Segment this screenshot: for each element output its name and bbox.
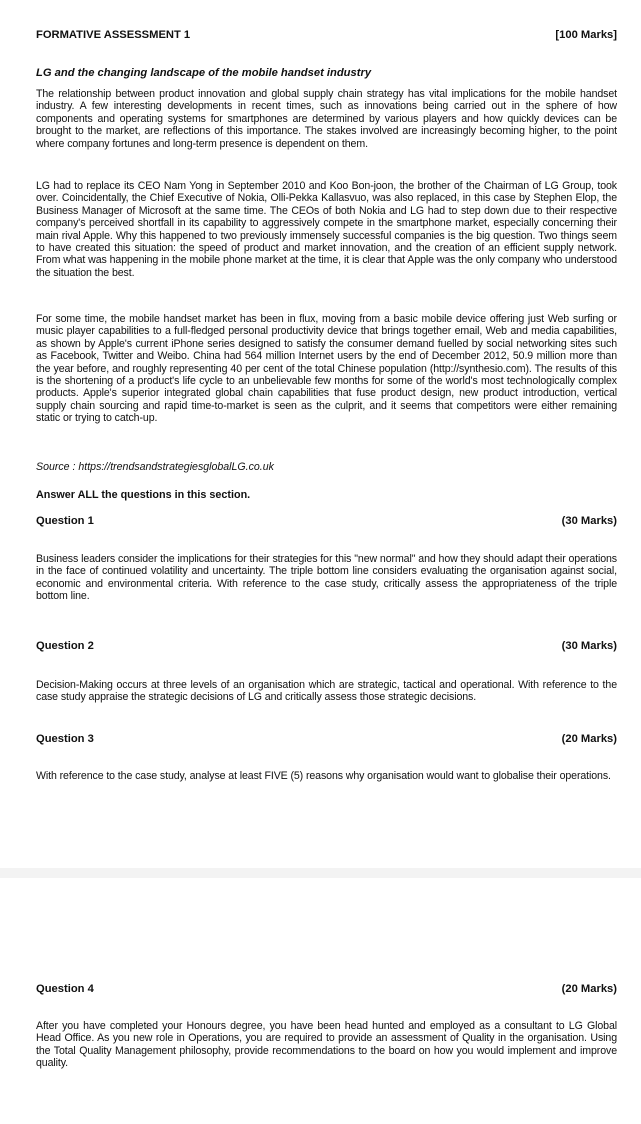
case-study-paragraph: The relationship between product innovation and global supply chain strategy has vital implications for the mobile handset industry. A few interesting developments in recent times, such as innovations being carried out in the sphere of how components and operating systems for smartphones are determined by various players and how quickly devices can be brought to the market, are reflections of this importance. The stakes involved are increasingly becoming higher, to the point where company fortunes and long-term presence is dependent on them.: [36, 88, 617, 150]
question-2-header: [36, 639, 617, 653]
question-4-header: [36, 982, 617, 996]
instruction: Answer ALL the questions in this section.: [36, 489, 251, 501]
question-1-header: [36, 514, 617, 528]
question-marks: (30 Marks): [561, 640, 617, 652]
question-label: Question 4: [36, 983, 94, 995]
case-study-paragraph: For some time, the mobile handset market has been in flux, moving from a basic mobile device offering just Web surfing or music player capabilities to a full-fledged personal productivity device that brings together email, Web and media capabilities, as shown by Apple's current iPhone series designed to satisfy the consumer demand fuelled by social networking sites such as Facebook, Twitter and Weibo. China had 564 million Internet users by the end of December 2012, 50.9 million more than the year before, and roughly representing 40 per cent of the total Chinese population (http://synthesio.com). The results of this is the shortening of a product's life cycle to an unbelievable few months for some of the world's most technologically complex products. Apple's superior integrated global chain capabilities that fuse product design, new product introduction, vertical supply chain sourcing and rapid time-to-market is seen as the culprit, and it seems that competitors were either remaining static or trying to catch-up.: [36, 313, 617, 425]
total-marks: [100 Marks]: [555, 29, 617, 41]
question-label: Question 1: [36, 515, 94, 527]
page-sheet-2: [0, 878, 641, 1124]
question-label: Question 2: [36, 640, 94, 652]
case-study-source: Source : https://trendsandstrategiesglobalLG.co.uk: [36, 461, 274, 473]
page-break: [0, 868, 641, 878]
question-1-text: Business leaders consider the implications for their strategies for this "new normal" and how they should adapt their operations in the face of continued volatility and uncertainty. The triple bottom line considers evaluating the organisation against social, economic and environmental criteria. With reference to the case study, critically assess the appropriateness of the triple bottom line.: [36, 553, 617, 603]
question-marks: (20 Marks): [561, 983, 617, 995]
assessment-title: FORMATIVE ASSESSMENT 1: [36, 29, 191, 41]
case-study-paragraph: LG had to replace its CEO Nam Yong in September 2010 and Koo Bon-joon, the brother of the Chairman of LG Group, took over. Coincidentally, the Chief Executive of Nokia, Olli-Pekka Kallasvuo, was also replaced, in this case by Stephen Elop, the Business Manager of Microsoft at the same time. The CEOs of both Nokia and LG had to step down due to their respective company's perceived shortfall in its capability to aggressively compete in the smartphone market, especially concerning their main rival Apple. Why this happened to two previously immensely successful companies is the big question. Two things seem to have created this situation: the speed of product and market innovation, and the creation of an efficient supply network. From what was happening in the mobile phone market at the time, it is clear that Apple was the only company who understood the situation the best.: [36, 180, 617, 279]
question-3-header: [36, 732, 617, 746]
assessment-header: [36, 28, 617, 42]
question-2-text: Decision-Making occurs at three levels of an organisation which are strategic, tactical and operational. With reference to the case study appraise the strategic decisions of LG and critically assess those strategic decisions.: [36, 679, 617, 704]
question-4-text: After you have completed your Honours degree, you have been head hunted and employed as a consultant to LG Global Head Office. As you new role in Operations, you are required to provide an assessment of Quality in the organisation. Using the Total Quality Management philosophy, provide recommendations to the board on how you would implement and improve quality.: [36, 1020, 617, 1070]
question-marks: (30 Marks): [561, 515, 617, 527]
question-label: Question 3: [36, 733, 94, 745]
question-3-text: With reference to the case study, analyse at least FIVE (5) reasons why organisation would want to globalise their operations.: [36, 770, 611, 782]
case-study-title: LG and the changing landscape of the mobile handset industry: [36, 67, 372, 79]
question-marks: (20 Marks): [561, 733, 617, 745]
